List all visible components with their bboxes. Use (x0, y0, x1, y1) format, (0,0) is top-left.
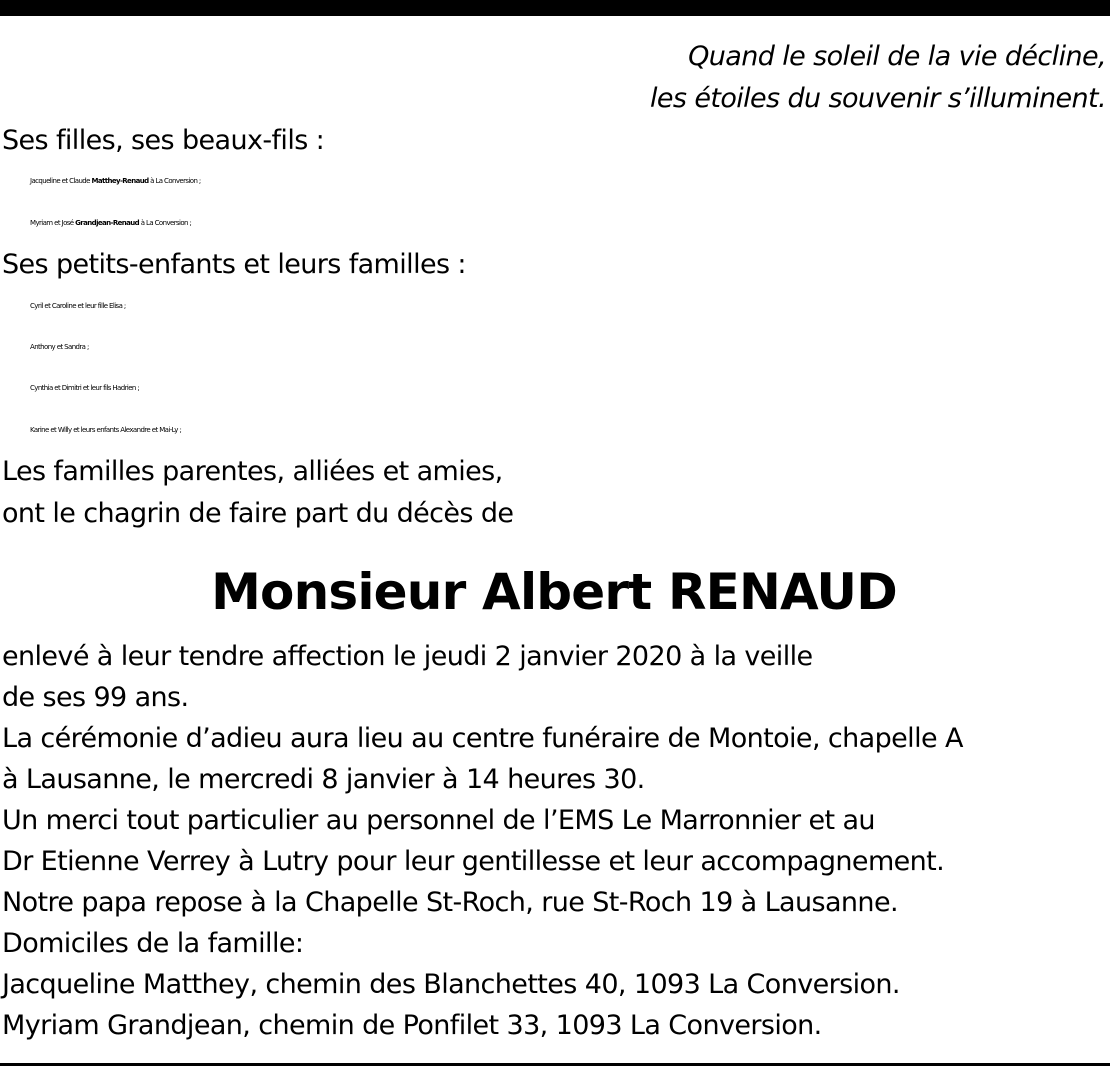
family-list (2, 120, 1106, 534)
grandchild-entry: Karine et Willy et leurs enfants Alexandre et Mai-Ly ; (30, 425, 182, 434)
epigraph-line-2: les étoiles du souvenir s’illuminent. (649, 83, 1106, 114)
body-line: Un merci tout particulier au personnel de l’EMS Le Marronnier et au (2, 805, 875, 837)
epigraph-line-1: Quand le soleil de la vie décline, (688, 41, 1106, 72)
body-line: à Lausanne, le mercredi 8 janvier à 14 heures 30. (2, 764, 645, 796)
daughter-2-prefix: Myriam et José (30, 218, 76, 227)
body-line: Jacqueline Matthey, chemin des Blanchettes 40, 1093 La Conversion. (2, 969, 900, 1001)
bottom-border-rule (0, 1063, 1110, 1066)
obituary-notice (2, 36, 1106, 1046)
daughter-2-surname: Grandjean-Renaud (75, 218, 140, 227)
daughter-2-suffix: à La Conversion ; (139, 218, 192, 227)
daughter-entry-1 (2, 161, 1106, 202)
grandchild-entry: Cyril et Caroline et leur fille Elisa ; (30, 301, 126, 310)
daughter-1-suffix: à La Conversion ; (148, 177, 201, 186)
relatives-line: Les familles parentes, alliées et amies, (2, 456, 503, 488)
daughters-heading: Ses filles, ses beaux-fils : (2, 125, 325, 156)
body-line: Dr Etienne Verrey à Lutry pour leur gentillesse et leur accompagnement. (2, 846, 945, 878)
body-line: Domiciles de la famille: (2, 928, 304, 960)
body-line: enlevé à leur tendre affection le jeudi 2 janvier 2020 à la veille (2, 641, 813, 673)
body-line: La cérémonie d’adieu aura lieu au centre funéraire de Montoie, chapelle A (2, 723, 963, 755)
deceased-name-heading: Monsieur Albert RENAUD (211, 563, 897, 622)
body-line: Myriam Grandjean, chemin de Ponfilet 33, 1093 La Conversion. (2, 1010, 822, 1042)
notice-body (2, 636, 1106, 1046)
grandchildren-heading: Ses petits-enfants et leurs familles : (2, 249, 466, 281)
grandchild-entry: Cynthia et Dimitri et leur fils Hadrien ; (30, 384, 140, 393)
grandchild-entry: Anthony et Sandra ; (30, 343, 89, 352)
top-border-rule (0, 0, 1110, 16)
daughter-entry-2 (2, 203, 1106, 244)
body-line: Notre papa repose à la Chapelle St-Roch, rue St-Roch 19 à Lausanne. (2, 887, 898, 919)
daughter-1-surname: Matthey-Renaud (91, 177, 149, 186)
daughter-1-prefix: Jacqueline et Claude (30, 177, 92, 186)
body-line: de ses 99 ans. (2, 682, 189, 714)
epigraph (2, 36, 1106, 120)
announcement-line: ont le chagrin de faire part du décès de (2, 497, 514, 529)
